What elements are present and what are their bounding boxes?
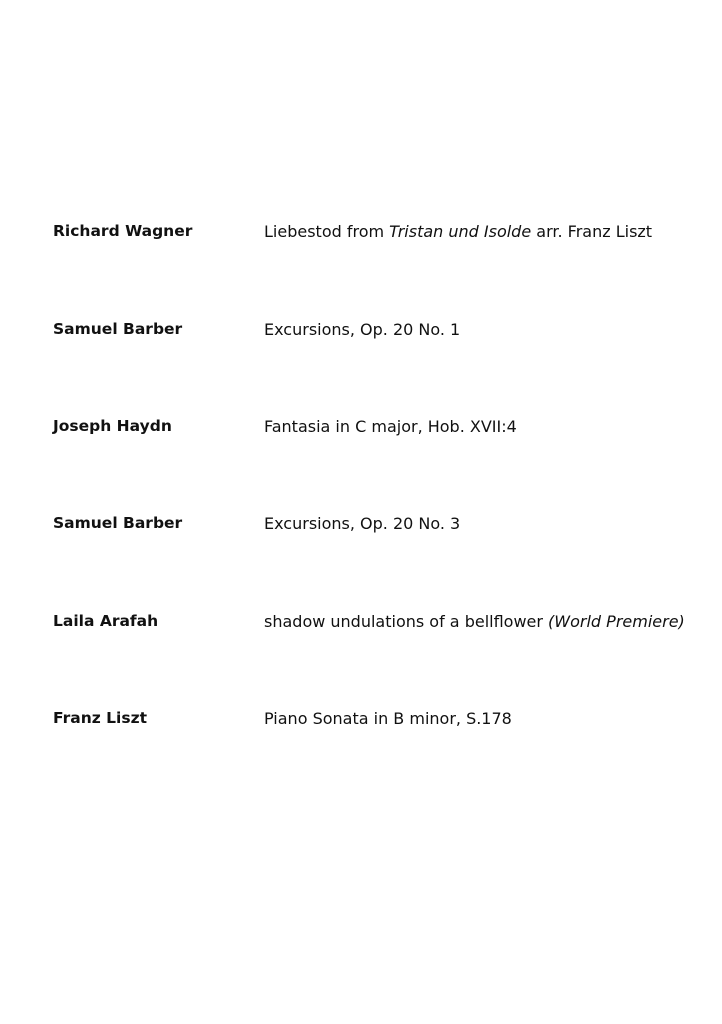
composer-name: Laila Arafah xyxy=(53,612,159,630)
work-title-text: Piano Sonata in B minor, S.178 xyxy=(264,708,512,728)
work-title-italic: Tristan und Isolde xyxy=(389,221,532,241)
program-row xyxy=(53,609,713,633)
work-title-text: Fantasia in C major, Hob. XVII:4 xyxy=(264,416,517,436)
work-title xyxy=(264,222,652,241)
work-title-text: Excursions, Op. 20 No. 1 xyxy=(264,319,461,339)
work-title-italic: (World Premiere) xyxy=(548,611,685,631)
composer-name: Samuel Barber xyxy=(53,514,183,532)
composer-name: Joseph Haydn xyxy=(53,417,172,435)
program-row xyxy=(53,511,713,535)
work-title-text: shadow undulations of a bellflower xyxy=(264,611,549,631)
program-row xyxy=(53,317,713,341)
program-row xyxy=(53,414,713,438)
composer-name: Franz Liszt xyxy=(53,709,147,727)
work-title-text: Excursions, Op. 20 No. 3 xyxy=(264,513,461,533)
composer-name: Richard Wagner xyxy=(53,222,193,240)
work-title xyxy=(264,320,460,339)
work-title xyxy=(264,514,460,533)
work-title xyxy=(264,417,517,436)
program-row xyxy=(53,706,713,730)
program-row xyxy=(53,219,713,243)
work-title-text: Liebestod from xyxy=(264,221,390,241)
work-title xyxy=(264,709,512,728)
composer-name: Samuel Barber xyxy=(53,320,183,338)
work-title xyxy=(264,612,685,631)
work-title-suffix: arr. Franz Liszt xyxy=(531,221,653,241)
